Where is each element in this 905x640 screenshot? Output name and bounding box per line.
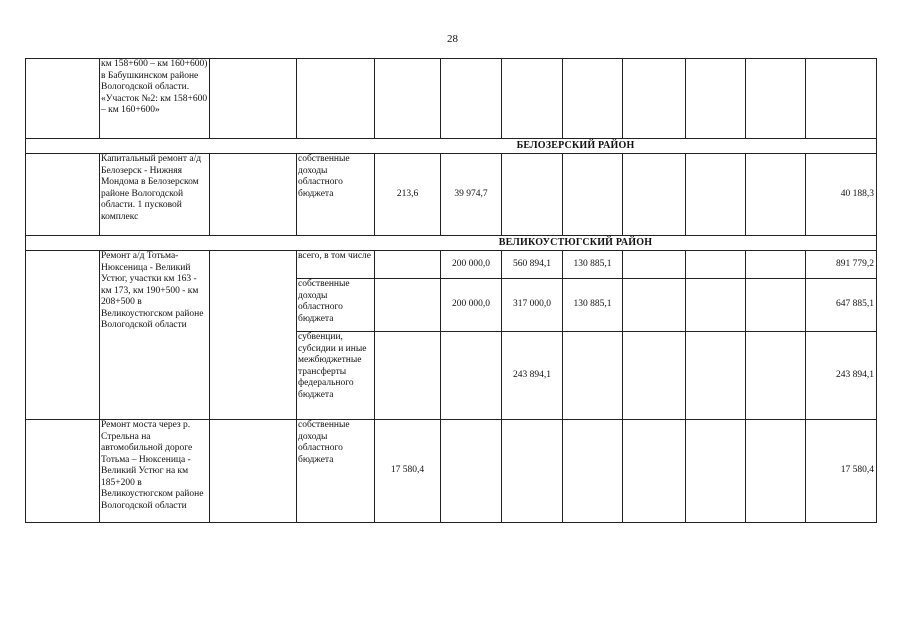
district-row xyxy=(26,139,877,154)
district-row xyxy=(26,236,877,251)
value-cell: 130 885,1 xyxy=(563,279,623,332)
value-cell: 213,6 xyxy=(375,154,441,236)
value-cell: 243 894,1 xyxy=(502,332,563,420)
budget-table xyxy=(25,58,877,523)
table-row xyxy=(26,251,877,279)
district-title: БЕЛОЗЕРСКИЙ РАЙОН xyxy=(26,139,877,154)
funding-source: собственные доходы областного бюджета xyxy=(297,420,375,523)
project-name: км 158+600 – км 160+600) в Бабушкинском районе Вологодской области. «Участок №2: км 158+600 – км 160+600» xyxy=(100,59,210,139)
funding-source: собственные доходы областного бюджета xyxy=(297,279,375,332)
project-name: Ремонт моста через р. Стрельна на автомобильной дороге Тотьма – Нюксеница - Великий Устюг на км 185+200 в Великоустюгском районе Вологодской области xyxy=(100,420,210,523)
table-row xyxy=(26,59,877,139)
value-cell: 560 894,1 xyxy=(502,251,563,279)
funding-source: субвенции, субсидии и иные межбюджетные трансферты федерального бюджета xyxy=(297,332,375,420)
total-cell: 17 580,4 xyxy=(806,420,877,523)
value-cell: 317 000,0 xyxy=(502,279,563,332)
value-cell: 200 000,0 xyxy=(441,251,502,279)
total-cell: 243 894,1 xyxy=(806,332,877,420)
value-cell: 200 000,0 xyxy=(441,279,502,332)
project-name: Капитальный ремонт а/д Белозерск - Нижняя Мондома в Белозерском районе Вологодской области. 1 пусковой комплекс xyxy=(100,154,210,236)
table-row xyxy=(26,420,877,523)
total-cell: 891 779,2 xyxy=(806,251,877,279)
funding-source: собственные доходы областного бюджета xyxy=(297,154,375,236)
value-cell: 39 974,7 xyxy=(441,154,502,236)
project-name: Ремонт а/д Тотьма-Нюксеница - Великий Устюг, участки км 163 - км 173, км 190+500 - км 208+500 в Великоустюгском районе Вологодской области xyxy=(100,251,210,420)
total-cell: 40 188,3 xyxy=(806,154,877,236)
value-cell: 17 580,4 xyxy=(375,420,441,523)
value-cell: 130 885,1 xyxy=(563,251,623,279)
table-row xyxy=(26,154,877,236)
district-title: ВЕЛИКОУСТЮГСКИЙ РАЙОН xyxy=(26,236,877,251)
funding-source: всего, в том числе xyxy=(297,251,375,279)
total-cell: 647 885,1 xyxy=(806,279,877,332)
page-number: 28 xyxy=(447,33,458,45)
